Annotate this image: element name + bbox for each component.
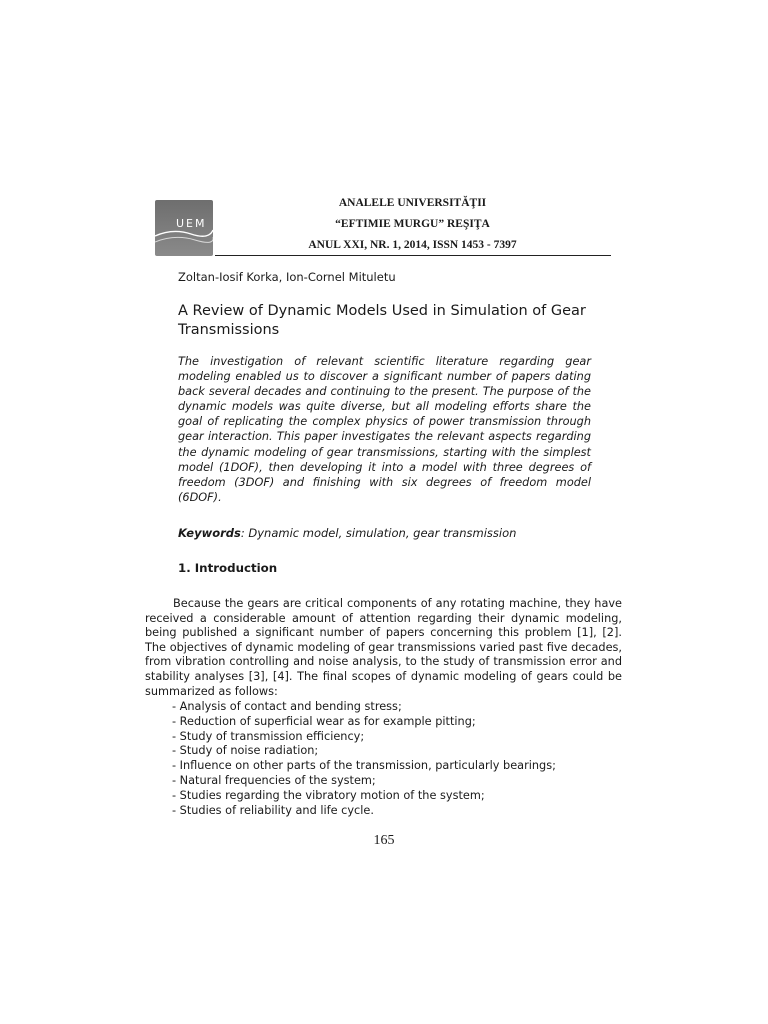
page-number: 165: [373, 833, 395, 848]
objectives-list: [172, 700, 556, 818]
introduction-paragraph: Because the gears are critical components of any rotating machine, they have received a considerable amount of attention regarding their dynamic modeling, being published a significant number of papers concerning this problem [1], [2]. The objectives of dynamic modeling of gear transmissions varied past five decades, from vibration controlling and noise analysis, to the study of transmission error and stability analyses [3], [4]. The final scopes of dynamic modeling of gears could be summarized as follows:: [145, 597, 622, 698]
list-item: - Analysis of contact and bending stress;: [172, 700, 402, 713]
journal-city: “EFTIMIE MURGU” REŞIŢA: [335, 218, 490, 230]
list-item: - Reduction of superficial wear as for example pitting;: [172, 714, 476, 728]
list-item: - Natural frequencies of the system;: [172, 773, 376, 787]
keywords: [178, 526, 516, 540]
header-rule: [215, 255, 611, 256]
paper-title: A Review of Dynamic Models Used in Simulation of Gear Transmissions: [178, 303, 586, 338]
keywords-text: : Dynamic model, simulation, gear transmission: [240, 526, 517, 540]
keywords-label: Keywords: [178, 526, 241, 540]
university-logo: [155, 200, 213, 256]
journal-header: [215, 193, 610, 256]
list-item: - Studies regarding the vibratory motion of the system;: [172, 788, 485, 802]
authors: Zoltan-Iosif Korka, Ion-Cornel Mituletu: [178, 270, 396, 284]
journal-name: ANALELE UNIVERSITĂŢII: [338, 197, 487, 209]
journal-issue: ANUL XXI, NR. 1, 2014, ISSN 1453 - 7397: [308, 239, 517, 251]
list-item: - Influence on other parts of the transmission, particularly bearings;: [172, 759, 556, 773]
section-heading: 1. Introduction: [178, 561, 278, 575]
logo-text: UEM: [176, 217, 207, 230]
abstract: The investigation of relevant scientific literature regarding gear modeling enabled us to discover a significant number of papers dating back several decades and continuing to the present. The purpose of the dynamic models was quite diverse, but all modeling efforts share the goal of replicating the complex physics of power transmission through gear interaction. This paper investigates the relevant aspects regarding the dynamic modeling of gear transmissions, starting with the simplest model (1DOF), then developing it into a model with three degrees of freedom (3DOF) and finishing with six degrees of freedom model (6DOF).: [178, 355, 591, 504]
list-item: - Study of noise radiation;: [172, 744, 319, 758]
list-item: - Studies of reliability and life cycle.: [172, 803, 374, 817]
list-item: - Study of transmission efficiency;: [172, 729, 365, 743]
